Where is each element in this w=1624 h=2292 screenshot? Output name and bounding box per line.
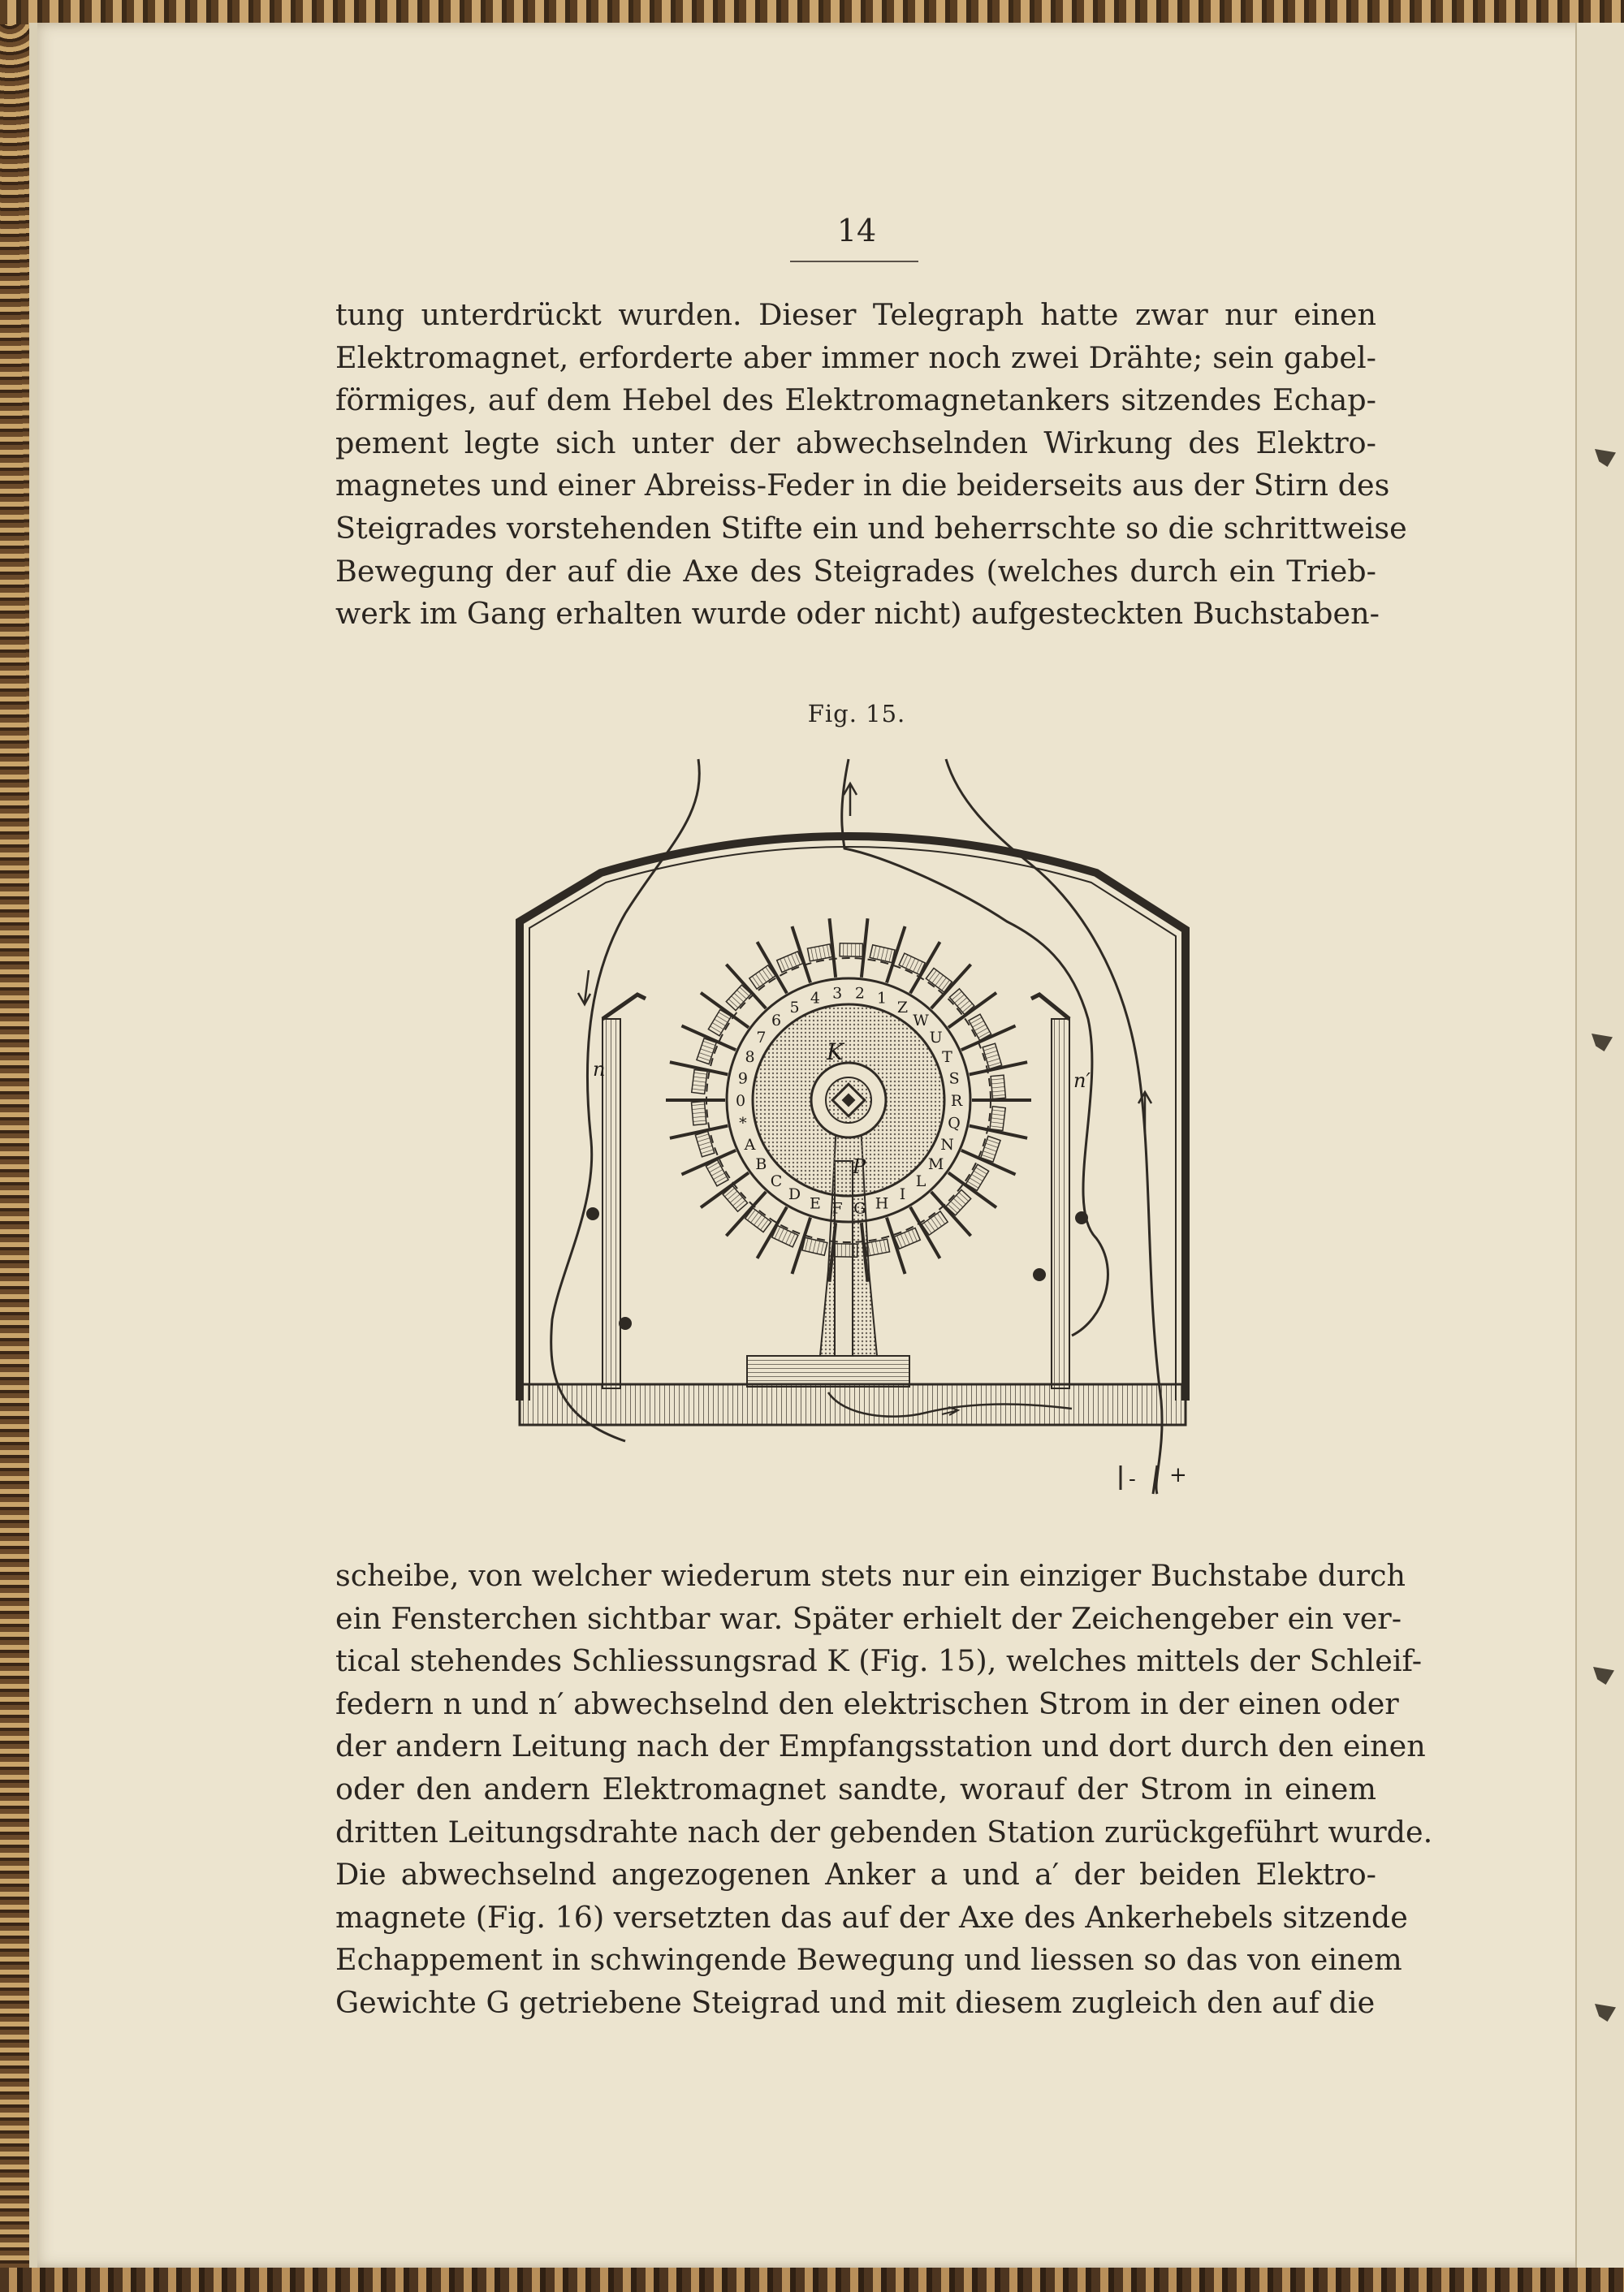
book-cover-edge <box>0 0 32 2292</box>
wheel-tooth <box>840 943 862 956</box>
dial-character: Z <box>896 998 909 1017</box>
dial-character: G <box>853 1199 866 1218</box>
wheel-tooth <box>899 953 925 974</box>
dial-character: L <box>915 1172 926 1190</box>
dial-character: U <box>929 1028 943 1047</box>
dial-character: N <box>940 1136 954 1155</box>
figure-label-n: n <box>593 1058 606 1081</box>
wheel-tooth <box>990 1107 1005 1131</box>
text-line: tung unterdrückt wurden. Dieser Telegraph hatte zwar nur einen <box>335 297 1376 332</box>
wheel-tooth <box>981 1136 1000 1162</box>
page-tab-marker <box>1595 2004 1616 2022</box>
dial-character: F <box>831 1199 843 1218</box>
wheel-tooth <box>835 1244 857 1257</box>
wheel-tooth <box>692 1070 707 1094</box>
text-line: Elektromagnet, erforderte aber immer noch zwei Drähte; sein gabel- <box>335 339 1376 375</box>
text-line: magnetes und einer Abreiss-Feder in die beiderseits aus der Stirn des <box>335 468 1390 503</box>
text-line: magnete (Fig. 16) versetzten das auf der Axe des Ankerhebels sitzende <box>335 1899 1408 1935</box>
dial-character: 8 <box>745 1047 755 1066</box>
dial-character: 5 <box>789 998 800 1017</box>
page-tab-marker <box>1592 1034 1613 1051</box>
paragraph-top <box>335 294 1407 636</box>
text-line: werk im Gang erhalten wurde oder nicht) aufgesteckten Buchstaben- <box>335 596 1380 632</box>
wheel-tooth <box>692 1101 706 1124</box>
text-line: Gewichte G getriebene Steigrad und mit diesem zugleich den auf die <box>335 1984 1376 2020</box>
wheel-tooth <box>708 1010 731 1036</box>
dial-character: M <box>927 1155 944 1174</box>
dial-character: 4 <box>810 989 820 1008</box>
text-line: scheibe, von welcher wiederum stets nur ein einziger Buchstabe durch <box>335 1558 1406 1593</box>
text-line: pement legte sich unter der abwechselnden Wirkung des Elektro- <box>335 425 1376 460</box>
text-line: Steigrades vorstehenden Stifte ein und beherrschte so die schrittweise <box>335 510 1407 546</box>
wheel-tooth <box>697 1038 716 1064</box>
text-line: förmiges, auf dem Hebel des Elektromagnetankers sitzendes Echap- <box>335 382 1376 418</box>
figure-caption: Fig. 15. <box>807 700 906 727</box>
wheel-tooth <box>983 1043 1001 1068</box>
dial-character: 6 <box>771 1012 782 1030</box>
dial-character: A <box>744 1136 756 1155</box>
wheel-tooth <box>966 1164 989 1190</box>
dial-character: B <box>755 1155 767 1174</box>
dial-character: 1 <box>877 989 888 1008</box>
dial-character: 7 <box>756 1028 767 1047</box>
dial-character: 3 <box>832 984 843 1003</box>
dial-character: W <box>913 1012 929 1030</box>
wheel-tooth <box>777 952 803 973</box>
figure-label-minus: - <box>1129 1467 1136 1491</box>
page-number-rule <box>790 261 918 262</box>
text-line: dritten Leitungsdrahte nach der gebenden Station zurückgeführt wurde. <box>335 1814 1433 1850</box>
page-tab-marker <box>1595 449 1616 467</box>
dial-character: S <box>948 1069 960 1088</box>
figure-label-plus: + <box>1169 1463 1187 1487</box>
page-gutter <box>29 23 37 2268</box>
dial-character: E <box>809 1194 821 1213</box>
wheel-tooth <box>706 1160 728 1186</box>
dial-character: * <box>739 1114 747 1133</box>
dial-character: 9 <box>737 1069 748 1088</box>
post-right <box>1052 1019 1069 1388</box>
wheel-tooth <box>865 1239 890 1256</box>
wheel-tooth <box>772 1225 798 1246</box>
wheel-tooth <box>969 1014 991 1040</box>
telegraph-illustration <box>503 751 1194 1514</box>
figure-label-n-prime: n′ <box>1073 1069 1091 1092</box>
page-number: 14 <box>836 213 877 248</box>
text-line: oder den andern Elektromagnet sandte, worauf der Strom in einem <box>335 1771 1376 1806</box>
text-line: der andern Leitung nach der Empfangsstation und dort durch den einen <box>335 1729 1426 1764</box>
wheel-tooth <box>807 944 832 961</box>
wheel-tooth <box>894 1228 920 1249</box>
text-line: Die abwechselnd angezogenen Anker a und a′ der beiden Elektro- <box>335 1857 1376 1893</box>
paragraph-bottom <box>335 1555 1433 2025</box>
figure-label-P: P <box>853 1155 866 1178</box>
dial-character: C <box>770 1172 783 1190</box>
arrow-up-right <box>1138 1092 1151 1133</box>
frame-base <box>520 1384 1186 1425</box>
dial-character: H <box>875 1194 889 1213</box>
text-line: Echappement in schwingende Bewegung und liessen so das von einem <box>335 1942 1402 1978</box>
book-cover-top <box>0 0 1624 24</box>
arrow-down-left <box>578 970 590 1004</box>
dial-character: Q <box>948 1114 961 1133</box>
figure-label-K: K <box>827 1038 844 1065</box>
wheel-tooth <box>991 1075 1005 1099</box>
text-line: tical stehendes Schliessungsrad K (Fig. 15), welches mittels der Schleif- <box>335 1643 1423 1679</box>
dial-character: T <box>942 1047 952 1066</box>
text-line: Bewegung der auf die Axe des Steigrades (welches durch ein Trieb- <box>335 553 1376 589</box>
text-line: ein Fensterchen sichtbar war. Später erhielt der Zeichengeber ein ver- <box>335 1600 1402 1636</box>
dial-character: R <box>950 1092 963 1110</box>
page-tab-marker <box>1593 1667 1614 1685</box>
arrow-up-center <box>844 783 857 816</box>
dial-character: 0 <box>735 1092 746 1110</box>
dial-character: I <box>899 1185 906 1204</box>
book-cover-bottom <box>0 2268 1624 2292</box>
dial-character: 2 <box>854 984 865 1003</box>
next-page-edge <box>1575 23 1624 2268</box>
dial-character: D <box>788 1185 801 1204</box>
text-line: federn n und n′ abwechselnd den elektrischen Strom in der einen oder <box>335 1686 1399 1721</box>
